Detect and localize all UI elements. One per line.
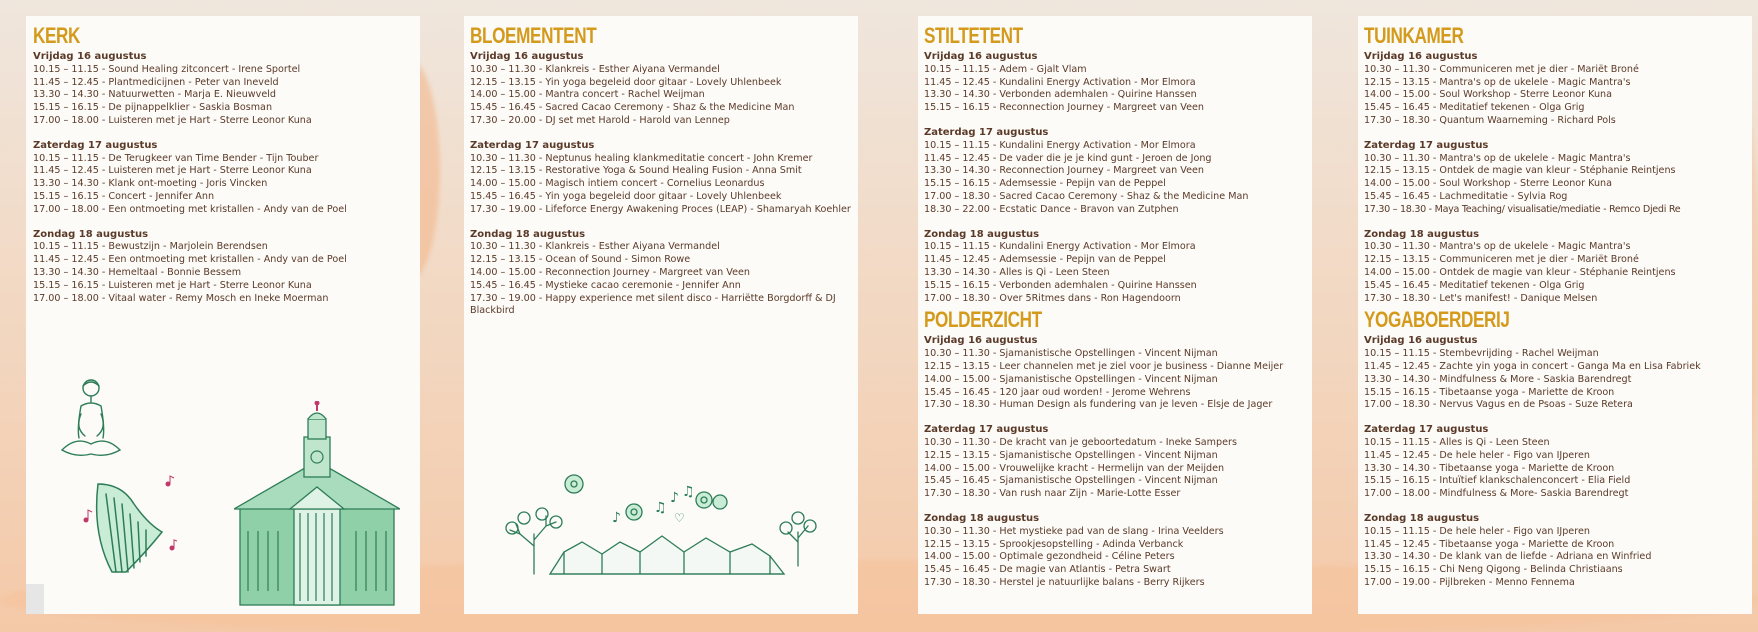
schedule-item: 15.45 – 16.45 - Meditatief tekenen - Olga Grig <box>1364 102 1585 114</box>
day-label: Zaterdag 17 augustus <box>33 139 158 151</box>
venue-title: POLDERZICHT <box>924 307 1042 333</box>
schedule-item: 15.15 – 16.15 - De pijnappelklier - Saskia Bosman <box>33 102 273 114</box>
schedule-item: 13.30 – 14.30 - Reconnection Journey - Margreet van Veen <box>924 165 1204 177</box>
schedule-item: 17.00 – 18.00 - Vitaal water - Remy Mosch en Ineke Moerman <box>33 292 329 304</box>
schedule-item: 11.45 – 12.45 - Plantmedicijnen - Peter van Ineveld <box>33 76 279 88</box>
schedule-item: 17.00 – 18.00 - Luisteren met je Hart - Sterre Leonor Kuna <box>33 114 312 126</box>
day-block <box>924 424 1306 501</box>
schedule-item: 10.30 – 11.30 - Mantra's op de ukelele - Magic Mantra's <box>1364 241 1631 253</box>
day-label: Zaterdag 17 augustus <box>1364 139 1489 151</box>
schedule-item: 12.15 – 13.15 - Mantra's op de ukelele - Magic Mantra's <box>1364 76 1631 88</box>
schedule-item: 14.00 – 15.00 - Reconnection Journey - Margreet van Veen <box>470 266 750 278</box>
schedule-item: 10.30 – 11.30 - Neptunus healing klankmeditatie concert - John Kremer <box>470 152 813 164</box>
schedule-item: 17.30 – 18.30 - Herstel je natuurlijke balans - Berry Rijkers <box>924 576 1205 588</box>
schedule-item: 17.30 – 19.00 - Lifeforce Energy Awakening Proces (LEAP) - Shamaryah Koehler <box>470 203 851 215</box>
schedule-item: 15.45 – 16.45 - Mystieke cacao ceremonie - Jennifer Ann <box>470 279 741 291</box>
schedule-item: 15.45 – 16.45 - Lachmeditatie - Sylvia Rog <box>1364 190 1568 202</box>
schedule-item: 13.30 – 14.30 - Alles is Qi - Leen Steen <box>924 266 1110 278</box>
venue-title: YOGABOERDERIJ <box>1364 307 1510 333</box>
day-block <box>470 229 852 319</box>
schedule-item: 15.15 – 16.15 - Concert - Jennifer Ann <box>33 190 215 202</box>
day-block <box>924 335 1306 412</box>
schedule-item: 11.45 – 12.45 - Zachte yin yoga in concert - Ganga Ma en Lisa Fabriek <box>1364 360 1701 372</box>
schedule-item: 10.15 – 11.15 - Stembevrijding - Rachel Weijman <box>1364 348 1599 360</box>
day-label: Vrijdag 16 augustus <box>924 51 1038 62</box>
day-block <box>33 140 413 217</box>
day-block <box>924 513 1306 590</box>
schedule-item: 10.30 – 11.30 - Communiceren met je dier - Mariët Broné <box>1364 63 1639 75</box>
day-block <box>1364 140 1746 217</box>
schedule-item: 11.45 – 12.45 - Tibetaanse yoga - Mariette de Kroon <box>1364 538 1615 550</box>
schedule-item: 12.15 – 13.15 - Yin yoga begeleid door gitaar - Lovely Uhlenbeek <box>470 76 782 88</box>
day-label: Vrijdag 16 augustus <box>470 51 584 62</box>
schedule-item: 15.45 – 16.45 - Meditatief tekenen - Olga Grig <box>1364 279 1585 291</box>
day-block <box>924 229 1306 306</box>
schedule-item: 10.15 – 11.15 - Adem - Gjalt Vlam <box>924 63 1087 75</box>
day-block <box>924 127 1306 217</box>
church-icon <box>234 401 400 611</box>
day-block <box>1364 424 1746 501</box>
schedule-item: 13.30 – 14.30 - Hemeltaal - Bonnie Bessem <box>33 266 242 278</box>
schedule-item: 10.15 – 11.15 - Kundalini Energy Activation - Mor Elmora <box>924 139 1196 151</box>
schedule-item: 17.30 – 20.00 - DJ set met Harold - Harold van Lennep <box>470 114 730 126</box>
schedule-item: 18.30 – 22.00 - Ecstatic Dance - Bravon van Zutphen <box>924 203 1179 215</box>
schedule-item: 12.15 – 13.15 - Restorative Yoga & Sound Healing Fusion - Anna Smit <box>470 165 802 177</box>
day-label: Vrijdag 16 augustus <box>924 335 1038 347</box>
schedule-item: 15.15 – 16.15 - Ademsessie - Pepijn van de Peppel <box>924 178 1166 190</box>
schedule-item: 14.00 – 15.00 - Magisch intiem concert - Cornelius Leonardus <box>470 178 765 190</box>
day-label: Zondag 18 augustus <box>924 512 1040 524</box>
day-label: Zondag 18 augustus <box>470 228 586 240</box>
schedule-item: 17.00 – 19.00 - Pijlbreken - Menno Fennema <box>1364 576 1575 588</box>
schedule-item: 17.00 – 18.00 - Een ontmoeting met kristallen - Andy van de Poel <box>33 203 347 215</box>
day-block <box>1364 51 1746 128</box>
schedule-item: 14.00 – 15.00 - Mantra concert - Rachel Weijman <box>470 89 705 101</box>
schedule-item: 14.00 – 15.00 - Soul Workshop - Sterre Leonor Kuna <box>1364 178 1612 190</box>
schedule-item: 17.30 – 18.30 - Quantum Waarneming - Richard Pols <box>1364 114 1616 126</box>
schedule-item: 11.45 – 12.45 - Luisteren met je Hart - Sterre Leonor Kuna <box>33 165 312 177</box>
schedule-item: 15.15 – 16.15 - Chi Neng Qigong - Belinda Christiaans <box>1364 564 1623 576</box>
schedule-item: 17.30 – 18.30 - Let's manifest! - Danique Melsen <box>1364 292 1598 304</box>
schedule-item: 12.15 – 13.15 - Ontdek de magie van kleur - Stéphanie Reintjens <box>1364 165 1676 177</box>
day-label: Zaterdag 17 augustus <box>924 424 1049 436</box>
schedule-item: 15.15 – 16.15 - Verbonden ademhalen - Quirine Hanssen <box>924 279 1197 291</box>
schedule-item: 13.30 – 14.30 - Mindfulness & More - Saskia Barendregt <box>1364 373 1632 385</box>
schedule-item: 10.30 – 11.30 - Mantra's op de ukelele - Magic Mantra's <box>1364 152 1631 164</box>
venue-title: KERK <box>33 23 81 48</box>
schedule-item: 12.15 – 13.15 - Ocean of Sound - Simon Rowe <box>470 254 691 266</box>
schedule-item: 17.30 – 18.30 - Van rush naar Zijn - Marie-Lotte Esser <box>924 488 1181 500</box>
schedule-item: 13.30 – 14.30 - Verbonden ademhalen - Quirine Hanssen <box>924 89 1197 101</box>
schedule-item: 14.00 – 15.00 - Ontdek de magie van kleur - Stéphanie Reintjens <box>1364 266 1676 278</box>
venue-title: TUINKAMER <box>1364 23 1464 48</box>
schedule-item: 14.00 – 15.00 - Sjamanistische Opstellingen - Vincent Nijman <box>924 373 1218 385</box>
corner-square <box>26 584 44 614</box>
schedule-item: 14.00 – 15.00 - Optimale gezondheid - Céline Peters <box>924 551 1175 563</box>
schedule-item: 10.15 – 11.15 - Alles is Qi - Leen Steen <box>1364 436 1550 448</box>
day-label: Zaterdag 17 augustus <box>470 139 595 151</box>
schedule-item: 14.00 – 15.00 - Vrouwelijke kracht - Hermelijn van der Meijden <box>924 462 1225 474</box>
schedule-item: 15.15 – 16.15 - Tibetaanse yoga - Mariette de Kroon <box>1364 386 1615 398</box>
meditating-person-icon <box>56 376 126 464</box>
schedule-item: 17.30 – 18.30 - Human Design als fundering van je leven - Elsje de Jager <box>924 399 1273 411</box>
schedule-item: 17.00 – 18.30 - Sacred Cacao Ceremony - Shaz & the Medicine Man <box>924 190 1249 202</box>
day-label: Zaterdag 17 augustus <box>1364 424 1489 436</box>
day-label: Zondag 18 augustus <box>1364 512 1480 524</box>
svg-text:♪: ♪ <box>670 490 679 506</box>
schedule-item: 11.45 – 12.45 - Kundalini Energy Activation - Mor Elmora <box>924 76 1196 88</box>
schedule-item: 13.30 – 14.30 - De klank van de liefde - Adriana en Winfried <box>1364 551 1652 563</box>
tent-illustration-icon <box>494 456 824 586</box>
schedule-item: 12.15 – 13.15 - Sprookjesopstelling - Adinda Verbanck <box>924 538 1184 550</box>
schedule-item: 12.15 – 13.15 - Sjamanistische Opstellingen - Vincent Nijman <box>924 449 1218 461</box>
svg-text:♡: ♡ <box>674 511 685 525</box>
day-block <box>924 51 1306 115</box>
day-label: Zondag 18 augustus <box>1364 228 1480 240</box>
schedule-item: 17.00 – 18.30 - Nervus Vagus en de Psoas - Suze Retera <box>1364 399 1633 411</box>
schedule-item: 10.30 – 11.30 - Klankreis - Esther Aiyana Vermandel <box>470 63 720 75</box>
schedule-item: 12.15 – 13.15 - Communiceren met je dier - Mariët Broné <box>1364 254 1639 266</box>
schedule-item: 17.00 – 18.30 - Over 5Ritmes dans - Ron Hagendoorn <box>924 292 1181 304</box>
day-block <box>470 140 852 217</box>
schedule-item: 10.15 – 11.15 - Sound Healing zitconcert - Irene Sportel <box>33 63 301 75</box>
day-block <box>1364 513 1746 590</box>
panel-bloementent <box>464 16 858 614</box>
schedule-item: 12.15 – 13.15 - Leer channelen met je ziel voor je business - Dianne Meijer <box>924 360 1284 372</box>
schedule-item: 15.45 – 16.45 - Yin yoga begeleid door gitaar - Lovely Uhlenbeek <box>470 190 782 202</box>
schedule-item: 11.45 – 12.45 - De vader die je je kind gunt - Jeroen de Jong <box>924 152 1212 164</box>
day-block <box>1364 229 1746 306</box>
schedule-item: 10.30 – 11.30 - Het mystieke pad van de slang - Irina Veelders <box>924 525 1224 537</box>
schedule-item: 15.45 – 16.45 - Sjamanistische Opstellingen - Vincent Nijman <box>924 475 1218 487</box>
day-label: Zaterdag 17 augustus <box>924 126 1049 138</box>
svg-text:♫: ♫ <box>654 500 667 516</box>
schedule-item: 10.30 – 11.30 - Klankreis - Esther Aiyana Vermandel <box>470 241 720 253</box>
schedule-item: 10.15 – 11.15 - Kundalini Energy Activation - Mor Elmora <box>924 241 1196 253</box>
panel-kerk <box>26 16 420 614</box>
schedule-item: 15.15 – 16.15 - Intuïtief klankschalenconcert - Elia Field <box>1364 475 1631 487</box>
venue-title: STILTETENT <box>924 23 1023 48</box>
day-label: Vrijdag 16 augustus <box>1364 335 1478 347</box>
schedule-item: 17.30 – 19.00 - Happy experience met silent disco - Harriëtte Borgdorff & DJ Blackbird <box>470 292 836 317</box>
svg-text:♪: ♪ <box>612 510 621 526</box>
svg-text:♫: ♫ <box>682 484 695 500</box>
schedule-item: 11.45 – 12.45 - De hele heler - Figo van IJperen <box>1364 449 1590 461</box>
day-label: Zondag 18 augustus <box>924 228 1040 240</box>
harp-icon <box>80 474 180 584</box>
day-label: Zondag 18 augustus <box>33 228 149 240</box>
day-block <box>33 51 413 128</box>
schedule-item: 15.45 – 16.45 - De magie van Atlantis - Petra Swart <box>924 564 1171 576</box>
day-block <box>470 51 852 128</box>
venue-title: BLOEMENTENT <box>470 23 597 48</box>
day-label: Vrijdag 16 augustus <box>1364 51 1478 62</box>
day-block <box>33 229 413 306</box>
schedule-item: 13.30 – 14.30 - Klank ont-moeting - Joris Vincken <box>33 178 268 190</box>
day-block <box>1364 335 1746 412</box>
schedule-item: 17.00 – 18.00 - Mindfulness & More- Saskia Barendregt <box>1364 488 1629 500</box>
panel-tuinkamer-yogaboerderij <box>1358 16 1752 614</box>
schedule-item: 14.00 – 15.00 - Soul Workshop - Sterre Leonor Kuna <box>1364 89 1612 101</box>
schedule-item: 11.45 – 12.45 - Een ontmoeting met kristallen - Andy van de Poel <box>33 254 347 266</box>
schedule-item: 15.15 – 16.15 - Reconnection Journey - Margreet van Veen <box>924 102 1204 114</box>
schedule-item: 13.30 – 14.30 - Natuurwetten - Marja E. Nieuwveld <box>33 89 276 101</box>
schedule-item: 10.15 – 11.15 - De hele heler - Figo van IJperen <box>1364 525 1590 537</box>
schedule-item: 17.30 – 18.30 - Maya Teaching/ visualisatie/mediatie - Remco Djedi Re <box>1364 203 1681 215</box>
schedule-item: 15.15 – 16.15 - Luisteren met je Hart - Sterre Leonor Kuna <box>33 279 312 291</box>
schedule-item: 15.45 – 16.45 - 120 jaar oud worden! - Jerome Wehrens <box>924 386 1191 398</box>
schedule-item: 13.30 – 14.30 - Tibetaanse yoga - Mariette de Kroon <box>1364 462 1615 474</box>
schedule-item: 10.15 – 11.15 - Bewustzijn - Marjolein Berendsen <box>33 241 268 253</box>
schedule-item: 10.15 – 11.15 - De Terugkeer van Time Bender - Tijn Touber <box>33 152 319 164</box>
day-label: Vrijdag 16 augustus <box>33 51 147 62</box>
schedule-item: 10.30 – 11.30 - Sjamanistische Opstellingen - Vincent Nijman <box>924 348 1218 360</box>
schedule-item: 11.45 – 12.45 - Ademsessie - Pepijn van de Peppel <box>924 254 1166 266</box>
schedule-item: 10.30 – 11.30 - De kracht van je geboortedatum - Ineke Sampers <box>924 436 1237 448</box>
panel-stiltetent-polderzicht <box>918 16 1312 614</box>
schedule-item: 15.45 – 16.45 - Sacred Cacao Ceremony - Shaz & the Medicine Man <box>470 102 795 114</box>
